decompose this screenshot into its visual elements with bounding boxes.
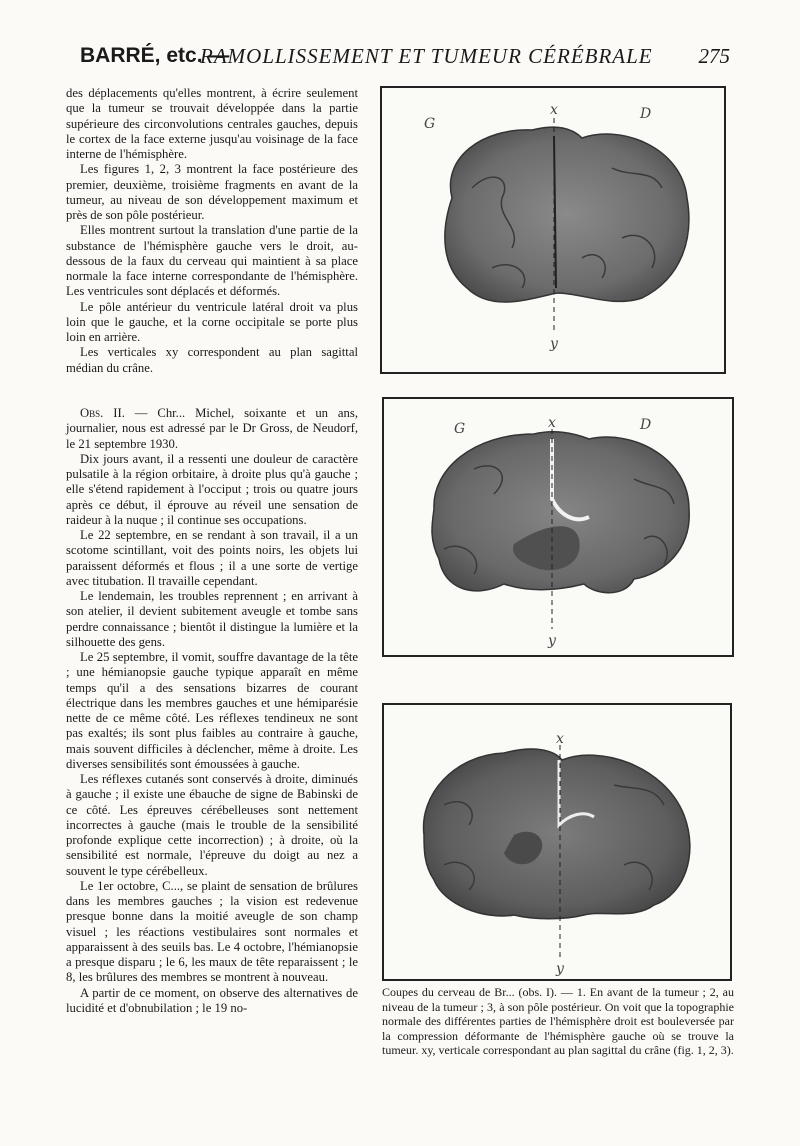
- fig2-label-g: G: [454, 421, 466, 437]
- paragraph: Le 22 septembre, en se rendant à son travail, il a un scotome scintillant, voit des points noirs, les objets lui paraissent déformés et flous ; il a une sorte de vertige avec titubation. Il travaille cependant.: [66, 528, 358, 588]
- obs-text: — Chr... Michel, soixante et un ans, journalier, nous est adressé par le Dr Gross, de Neudorf, le 21 septembre 1930.: [66, 406, 359, 451]
- header-author: BARRÉ, etc. —: [80, 44, 230, 67]
- brain-section-figure-3: [382, 703, 732, 981]
- fig2-label-d: D: [640, 417, 652, 433]
- left-column-top: [66, 86, 358, 376]
- running-header: [80, 44, 730, 74]
- paragraph: Le pôle antérieur du ventricule latéral droit va plus loin que le gauche, et la corne occipitale se porte plus loin en arrière.: [66, 299, 358, 344]
- paragraph: Elles montrent surtout la translation d'une partie de la substance de l'hémisphère gauche vers le droit, au-dessous de la faux du cerveau qui maintient à sa place normale la face interne correspondante de l'hémisphère. Les ventricules sont déplacés et déformés.: [66, 223, 358, 299]
- paragraph: A partir de ce moment, on observe des alternatives de lucidité et d'obnubilation ; le 19 no-: [66, 985, 358, 1015]
- fig1-label-y: y: [550, 336, 558, 352]
- page-number: 275: [698, 44, 730, 68]
- paragraph: Le 1er octobre, C..., se plaint de sensation de brûlures dans les membres gauches ; la vision est redevenue presque bonne dans la moitié aveugle de son champ visuel ; les réactions vestibulaires sont normales et apparaissent à des seuils bas. Le 4 octobre, l'hémianopsie a presque disparu ; le 6, les maux de tête reparaissent ; le 8, les brûlures des membres se montrent à nouveau.: [66, 878, 358, 985]
- paragraph: Le 25 septembre, il vomit, souffre davantage de la tête ; une hémianopsie gauche typique apparaît en même temps qu'il a des sensations bizarres de courant électrique dans les membres gauches et une hémiparésie nette de ce même côté. Les réflexes tendineux ne sont pas exaltés; ils sont plus faibles au contraire à gauche, mais souvent difficiles à déclencher, même à droite. Les diverses sensibilités sont émoussées à gauche.: [66, 650, 358, 771]
- fig2-label-x: x: [548, 415, 556, 431]
- figure-caption: Coupes du cerveau de Br... (obs. I). — 1. En avant de la tumeur ; 2, au niveau de la tumeur ; 3, à son pôle postérieur. On voit que la topographie normale des différentes parties de l'hémisphère droit est bouleversée par la compression déformante de l'hémisphère gauche où se trouve la tumeur. xy, verticale correspondant au plan sagittal du crâne (fig. 1, 2, 3).: [382, 985, 734, 1057]
- paragraph: Dix jours avant, il a ressenti une douleur de caractère pulsatile à la région orbitaire, à droite plus qu'à gauche ; elle s'étend rapidement à l'occiput ; trois ou quatre jours après ce début, il éprouve au réveil une sensation de raideur à la nuque ; il continue ses occupations.: [66, 451, 358, 527]
- header-title: RAMOLLISSEMENT ET TUMEUR CÉRÉBRALE: [200, 44, 653, 68]
- brain-section-figure-1: [380, 86, 726, 374]
- paragraph: des déplacements qu'elles montrent, à écrire seulement que la tumeur se trouvait développée dans la partie supérieure des circonvolutions centrales gauches, depuis le cortex de la face externe jusqu'au voisinage de la face interne de l'hémisphère.: [66, 86, 358, 161]
- fig1-label-x: x: [550, 102, 558, 118]
- paragraph: Les verticales xy correspondent au plan sagittal médian du crâne.: [66, 345, 358, 375]
- paragraph: Le lendemain, les troubles reprennent ; en arrivant à son atelier, il devient subitement aveugle et tombe sans perdre connaissance ; bientôt il distingue la lumière et la silhouette des gens.: [66, 589, 358, 649]
- paragraph: Les figures 1, 2, 3 montrent la face postérieure des premier, deuxième, troisième fragments en avant de la tumeur, au niveau de son développement maximum et près de son pôle postérieur.: [66, 162, 358, 222]
- fig3-label-y: y: [556, 961, 564, 977]
- left-column-obs: [66, 406, 358, 1016]
- brain-section-figure-2: [382, 397, 734, 657]
- paragraph: [66, 406, 358, 452]
- obs-label: Obs. II.: [80, 406, 125, 420]
- paragraph: Les réflexes cutanés sont conservés à droite, diminués à gauche ; il existe une ébauche de signe de Babinski de ce côté. Les épreuves cérébelleuses sont nettement incorrectes à gauche (mais le trouble de la sensibilité profonde explique cette incorrection) ; à droite, où la sensibilité est normale, l'épreuve du doigt au nez a souvent le type cérébelleux.: [66, 772, 358, 878]
- fig1-label-d: D: [640, 106, 652, 122]
- fig2-label-y: y: [548, 633, 556, 649]
- fig3-label-x: x: [556, 731, 564, 747]
- fig1-label-g: G: [424, 116, 436, 132]
